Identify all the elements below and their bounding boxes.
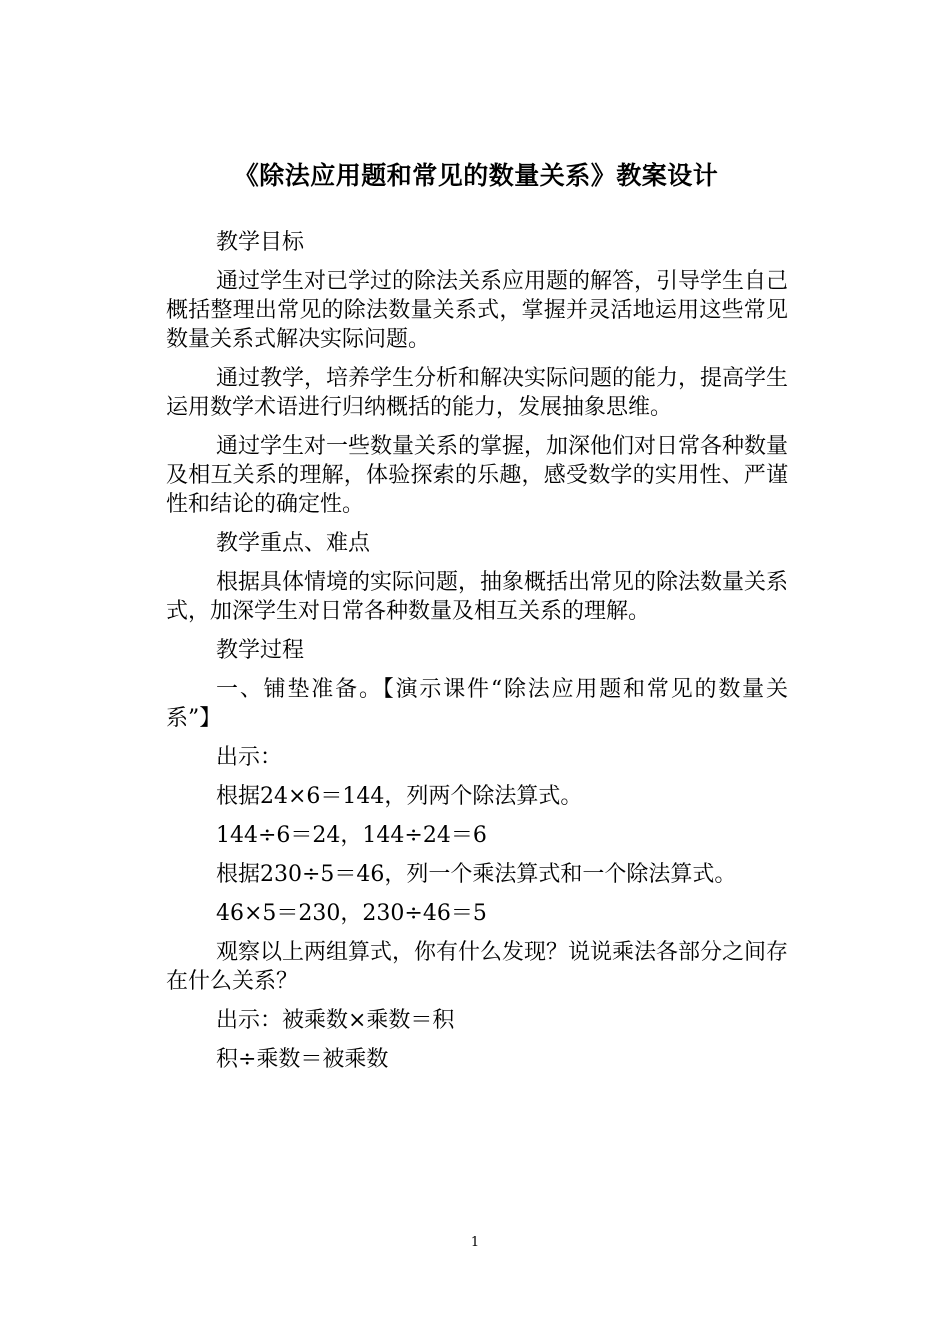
page-number: 1 — [470, 1235, 480, 1250]
exercise-1-answer: 144÷6＝24，144÷24＝6 — [216, 823, 487, 848]
process-step-1: 一、铺垫准备。【演示课件“除法应用题和常见的数量关系”】 — [166, 677, 788, 731]
goal-paragraph-2: 通过教学，培养学生分析和解决实际问题的能力，提高学生运用数学术语进行归纳概括的能力，发展抽象思维。 — [166, 366, 789, 420]
goal-paragraph-1: 通过学生对已学过的除法关系应用题的解答，引导学生自己概括整理出常见的除法数量关系式，掌握并灵活地运用这些常见数量关系式解决实际问题。 — [166, 269, 789, 352]
heading-teaching-goals: 教学目标 — [216, 230, 305, 255]
formula-1: 出示：被乘数×乘数＝积 — [216, 1008, 455, 1033]
show-label: 出示： — [216, 745, 283, 770]
heading-key-points: 教学重点、难点 — [216, 531, 371, 556]
document-body — [166, 228, 788, 1084]
key-points-paragraph: 根据具体情境的实际问题，抽象概括出常见的除法数量关系式，加深学生对日常各种数量及相互关系的理解。 — [166, 570, 789, 624]
exercise-2: 根据230÷5＝46，列一个乘法算式和一个除法算式。 — [216, 862, 737, 887]
document-title: 《除法应用题和常见的数量关系》教案设计 — [233, 161, 719, 190]
formula-2: 积÷乘数＝被乘数 — [216, 1047, 389, 1072]
heading-teaching-process: 教学过程 — [216, 638, 305, 663]
exercise-1: 根据24×6＝144，列两个除法算式。 — [216, 784, 583, 809]
observation-question: 观察以上两组算式，你有什么发现？说说乘法各部分之间存在什么关系？ — [166, 940, 789, 994]
goal-paragraph-3: 通过学生对一些数量关系的掌握，加深他们对日常各种数量及相互关系的理解，体验探索的乐趣，感受数学的实用性、严谨性和结论的确定性。 — [166, 434, 789, 517]
exercise-2-answer: 46×5＝230，230÷46＝5 — [216, 901, 487, 926]
